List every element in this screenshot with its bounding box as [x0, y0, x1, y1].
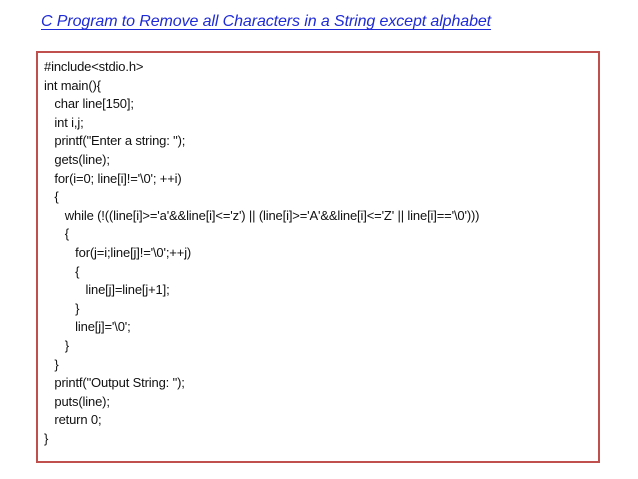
code-line: char line[150];: [44, 96, 134, 112]
code-line: }: [44, 430, 49, 446]
code-line: }: [44, 300, 80, 316]
code-line: {: [44, 263, 80, 279]
code-line: printf("Enter a string: ");: [44, 133, 186, 149]
code-line: #include<stdio.h>: [44, 59, 144, 74]
code-line: printf("Output String: ");: [44, 375, 185, 391]
code-listing: [44, 58, 479, 448]
code-box: [36, 51, 600, 463]
code-line: int i,j;: [44, 114, 84, 130]
code-line: for(j=i;line[j]!='\0';++j): [44, 244, 192, 260]
code-line: puts(line);: [44, 393, 110, 409]
code-line: {: [44, 189, 59, 205]
slide-title: C Program to Remove all Characters in a String except alphabet: [41, 13, 492, 30]
code-line: line[j]=line[j+1];: [44, 282, 170, 298]
code-line: gets(line);: [44, 151, 110, 167]
code-line: {: [44, 226, 69, 242]
code-line: for(i=0; line[i]!='\0'; ++i): [44, 170, 182, 186]
code-line: int main(){: [44, 77, 101, 93]
code-line: }: [44, 356, 59, 372]
code-line: while (!((line[i]>='a'&&line[i]<='z') || (line[i]>='A'&&line[i]<='Z' || line[i]=='\0'))): [44, 207, 480, 223]
code-line: line[j]='\0';: [44, 319, 131, 335]
code-line: return 0;: [44, 412, 102, 428]
code-line: }: [44, 337, 69, 353]
